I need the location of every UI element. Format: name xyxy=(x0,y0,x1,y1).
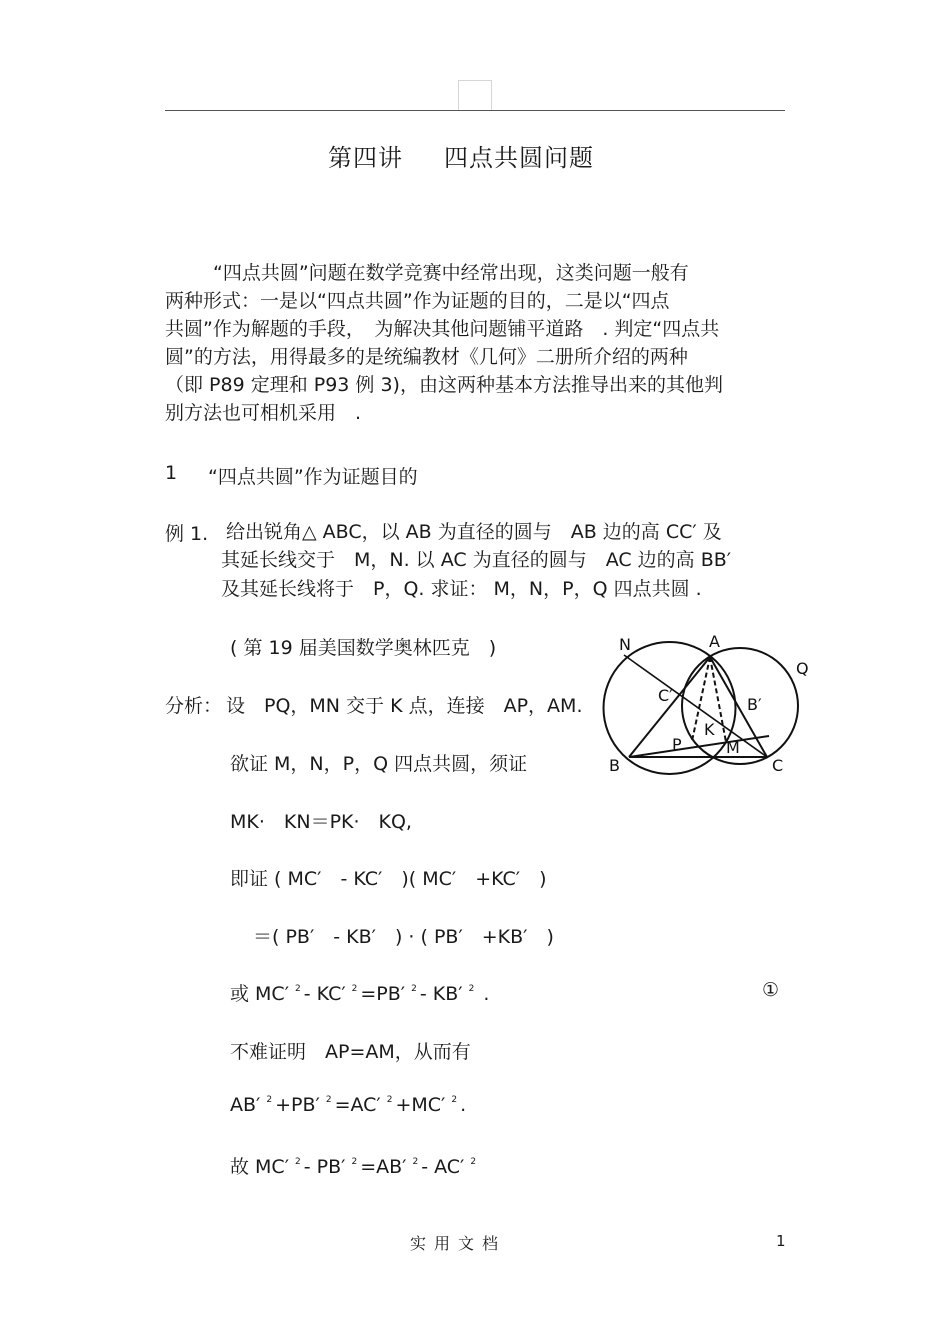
header-box xyxy=(458,80,492,111)
intro-line: 两种形式：一是以“四点共圆”作为证题的目的，二是以“四点 xyxy=(165,290,670,312)
example-line: 及其延长线将于 P，Q. 求证： M，N，P，Q 四点共圆 . xyxy=(221,578,702,600)
analysis-line: MK· KN＝PK· KQ, xyxy=(230,811,412,833)
section-title: “四点共圆”作为证题目的 xyxy=(208,466,418,488)
analysis-line: 设 PQ，MN 交于 K 点，连接 AP，AM. xyxy=(226,695,583,717)
equation-2: AB′ $^2$ +PB′ $^2$ =AC′ $^2$ +MC′ $^2$ . xyxy=(230,1094,467,1116)
label-k: K xyxy=(704,720,715,739)
geometry-figure xyxy=(600,628,810,778)
label-n: N xyxy=(619,635,631,654)
label-p: P xyxy=(672,735,682,754)
label-b: B xyxy=(609,756,620,775)
analysis-line: 即证 ( MC′ - KC′ )( MC′ +KC′ ) xyxy=(230,868,547,890)
line-pq xyxy=(629,736,769,757)
intro-line: 圆”的方法，用得最多的是统编教材《几何》二册所介绍的两种 xyxy=(165,346,688,368)
example-line: 给出锐角△ ABC，以 AB 为直径的圆与 AB 边的高 CC′ 及 xyxy=(226,521,722,543)
example-label: 例 1. xyxy=(165,523,209,545)
example-line: 其延长线交于 M，N. 以 AC 为直径的圆与 AC 边的高 BB′ xyxy=(221,549,732,571)
label-a: A xyxy=(709,632,720,651)
equation-number: ① xyxy=(762,979,780,1001)
analysis-line: 欲证 M，N，P，Q 四点共圆，须证 xyxy=(230,753,528,775)
label-c-prime: C′ xyxy=(658,686,673,705)
label-b-prime: B′ xyxy=(747,695,762,714)
intro-line: （即 P89 定理和 P93 例 3)，由这两种基本方法推导出来的其他判 xyxy=(165,374,723,396)
title-lecture: 第四讲 xyxy=(328,144,403,172)
header-rule xyxy=(165,110,785,111)
intro-line: “四点共圆”问题在数学竞赛中经常出现，这类问题一般有 xyxy=(213,262,689,284)
footer-label: 实用文档 xyxy=(410,1234,507,1253)
page-number: 1 xyxy=(776,1232,786,1250)
example-source: ( 第 19 届美国数学奥林匹克 ) xyxy=(230,637,497,659)
analysis-line: ＝( PB′ - KB′ ) · ( PB′ +KB′ ) xyxy=(253,926,554,948)
label-q: Q xyxy=(796,659,809,678)
analysis-line: 不难证明 AP=AM，从而有 xyxy=(230,1041,471,1063)
equation-3: 故 MC′ $^2$ - PB′ $^2$ =AB′ $^2$ - AC′ $^2$ xyxy=(230,1156,477,1178)
section-number: 1 xyxy=(165,462,178,484)
intro-line: 别方法也可相机采用 . xyxy=(165,402,362,424)
label-c: C xyxy=(772,756,784,775)
analysis-label: 分析： xyxy=(165,695,223,717)
intro-line: 共圆”作为解题的手段， 为解决其他问题铺平道路 . 判定“四点共 xyxy=(165,318,720,340)
equation-1: 或 MC′ $^2$ - KC′ $^2$ =PB′ $^2$ - KB′ $^2$ . xyxy=(230,983,490,1005)
page-title: 四点共圆问题 xyxy=(444,144,594,172)
label-m: M xyxy=(726,738,740,757)
